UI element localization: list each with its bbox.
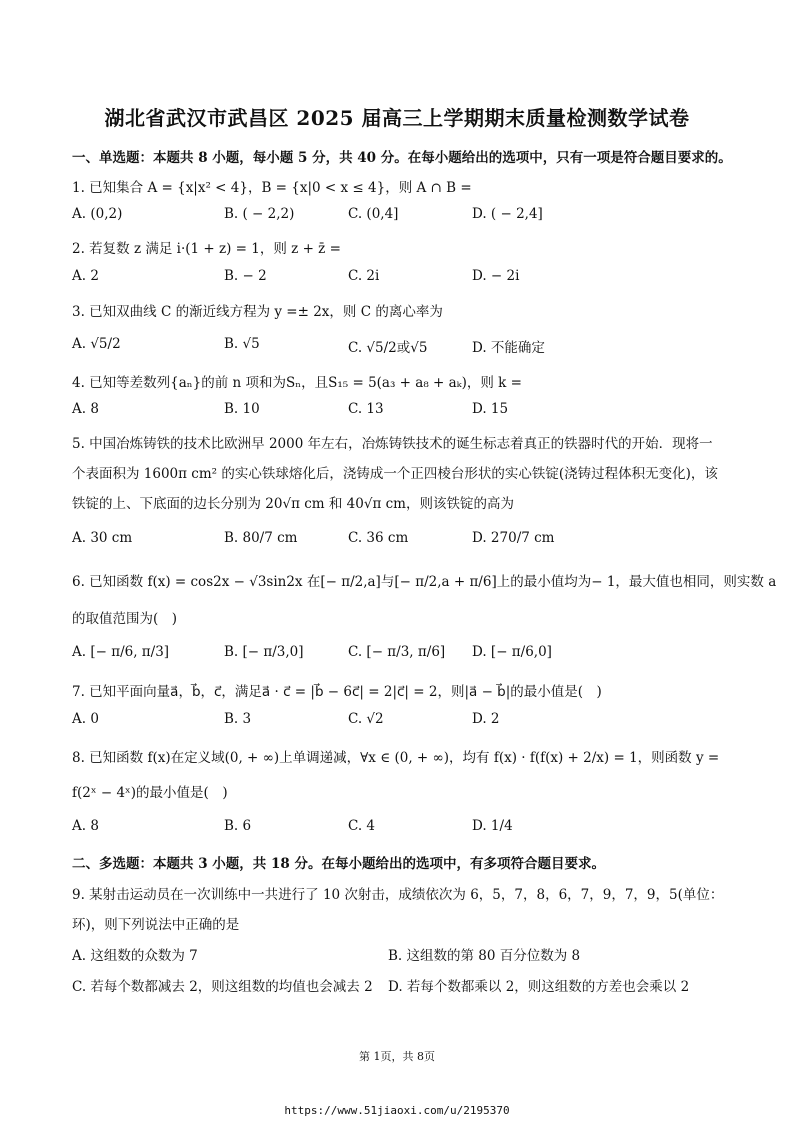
- question-9-options-row-1: [72, 944, 732, 966]
- question-3-options: [72, 336, 732, 358]
- question-4-text: 4. 已知等差数列{aₙ}的前 n 项和为Sₙ，且S₁₅ = 5(a₃ + a₈ + aₖ)，则 k =: [72, 375, 522, 391]
- question-2-option-c[interactable]: C. 2i: [348, 268, 380, 284]
- question-2-option-a[interactable]: A. 2: [72, 268, 99, 284]
- page-title: 湖北省武汉市武昌区 2025 届高三上学期期末质量检测数学试卷: [104, 106, 690, 130]
- question-1-option-c[interactable]: C. (0,4]: [348, 206, 399, 222]
- question-3-option-d[interactable]: D. 不能确定: [472, 340, 545, 356]
- question-9-option-a[interactable]: A. 这组数的众数为 7: [72, 948, 198, 964]
- question-6-text-line-2: 的取值范围为( ): [72, 611, 178, 627]
- question-3-text: 3. 已知双曲线 C 的渐近线方程为 y =± 2x，则 C 的离心率为: [72, 304, 443, 320]
- question-9-text-line-1: 9. 某射击运动员在一次训练中一共进行了 10 次射击，成绩依次为 6，5，7，8，6，7，9，7，9，5(单位：: [72, 887, 724, 903]
- question-6-option-b[interactable]: B. [− π/3,0]: [224, 644, 304, 660]
- question-8-option-c[interactable]: C. 4: [348, 818, 376, 834]
- question-8-option-b[interactable]: B. 6: [224, 818, 252, 834]
- question-2-option-d[interactable]: D. − 2i: [472, 268, 520, 284]
- question-3-option-a[interactable]: A. √5/2: [72, 336, 121, 352]
- question-6-option-a[interactable]: A. [− π/6, π/3]: [72, 644, 170, 660]
- question-9-option-d[interactable]: D. 若每个数都乘以 2，则这组数的方差也会乘以 2: [388, 979, 690, 995]
- question-4-options: [72, 401, 732, 423]
- question-5-text-line-3: 铁锭的上、下底面的边长分别为 20√π cm 和 40√π cm，则该铁锭的高为: [72, 496, 514, 512]
- question-7-option-b[interactable]: B. 3: [224, 711, 252, 727]
- question-2-text: 2. 若复数 z 满足 i·(1 + z) = 1，则 z + z̄ =: [72, 241, 341, 257]
- source-url-link[interactable]: https://www.51jiaoxi.com/u/2195370: [284, 1104, 510, 1117]
- question-9-options-row-2: [72, 975, 732, 997]
- question-6-option-c[interactable]: C. [− π/3, π/6]: [348, 644, 446, 660]
- question-5-option-b[interactable]: B. 80/7 cm: [224, 530, 298, 546]
- section-multiple-choice-heading: 二、多选题：本题共 3 小题，共 18 分。在每小题给出的选项中，有多项符合题目要求。: [72, 856, 605, 872]
- question-3-option-b[interactable]: B. √5: [224, 336, 260, 352]
- question-1-option-d[interactable]: D. ( − 2,4]: [472, 206, 543, 222]
- question-7-text: 7. 已知平面向量a⃗，b⃗，c⃗，满足a⃗ · c⃗ = |b⃗ − 6c⃗| = 2|c⃗| = 2，则|a⃗ − b⃗|的最小值是( ): [72, 684, 602, 700]
- page-number-footer: 第 1页，共 8页: [359, 1050, 435, 1063]
- question-7-option-a[interactable]: A. 0: [72, 711, 99, 727]
- question-1-text: 1. 已知集合 A = {x|x² < 4}，B = {x|0 < x ≤ 4}，则 A ∩ B =: [72, 180, 472, 196]
- question-1-option-b[interactable]: B. ( − 2,2): [224, 206, 295, 222]
- question-5-option-a[interactable]: A. 30 cm: [72, 530, 133, 546]
- question-6-options: [72, 644, 732, 666]
- question-7-option-c[interactable]: C. √2: [348, 711, 384, 727]
- question-1-options: [72, 206, 732, 228]
- question-4-option-c[interactable]: C. 13: [348, 401, 384, 417]
- question-8-text-line-1: 8. 已知函数 f(x)在定义域(0, + ∞)上单调递减，∀x ∈ (0, + ∞)，均有 f(x) · f(f(x) + 2/x) = 1，则函数 y =: [72, 750, 720, 766]
- question-8-text-line-2: f(2ˣ − 4ˣ)的最小值是( ): [72, 785, 228, 801]
- question-5-option-d[interactable]: D. 270/7 cm: [472, 530, 555, 546]
- question-2-options: [72, 268, 732, 290]
- question-9-option-c[interactable]: C. 若每个数都减去 2，则这组数的均值也会减去 2: [72, 979, 373, 995]
- question-9-text-line-2: 环)，则下列说法中正确的是: [72, 917, 240, 933]
- question-2-option-b[interactable]: B. − 2: [224, 268, 267, 284]
- section-single-choice-heading: 一、单选题：本题共 8 小题，每小题 5 分，共 40 分。在每小题给出的选项中，只有一项是符合题目要求的。: [72, 150, 732, 166]
- question-4-option-b[interactable]: B. 10: [224, 401, 260, 417]
- question-5-text-line-1: 5. 中国冶炼铸铁的技术比欧洲早 2000 年左右，冶炼铸铁技术的诞生标志着真正的铁器时代的开始．现将一: [72, 436, 713, 452]
- question-5-options: [72, 530, 732, 552]
- question-5-text-line-2: 个表面积为 1600π cm² 的实心铁球熔化后，浇铸成一个正四棱台形状的实心铁锭(浇铸过程体积无变化)，该: [72, 466, 718, 482]
- question-1-option-a[interactable]: A. (0,2): [72, 206, 123, 222]
- question-6-option-d[interactable]: D. [− π/6,0]: [472, 644, 552, 660]
- question-7-options: [72, 711, 732, 733]
- question-8-options: [72, 818, 732, 840]
- question-7-option-d[interactable]: D. 2: [472, 711, 500, 727]
- question-3-option-c[interactable]: C. √5/2或√5: [348, 340, 428, 356]
- question-4-option-d[interactable]: D. 15: [472, 401, 509, 417]
- question-4-option-a[interactable]: A. 8: [72, 401, 99, 417]
- question-6-text-line-1: 6. 已知函数 f(x) = cos2x − √3sin2x 在[− π/2,a]与[− π/2,a + π/6]上的最小值均为− 1，最大值也相同，则实数 a: [72, 574, 777, 590]
- question-8-option-d[interactable]: D. 1/4: [472, 818, 513, 834]
- question-8-option-a[interactable]: A. 8: [72, 818, 99, 834]
- question-5-option-c[interactable]: C. 36 cm: [348, 530, 409, 546]
- question-9-option-b[interactable]: B. 这组数的第 80 百分位数为 8: [388, 948, 581, 964]
